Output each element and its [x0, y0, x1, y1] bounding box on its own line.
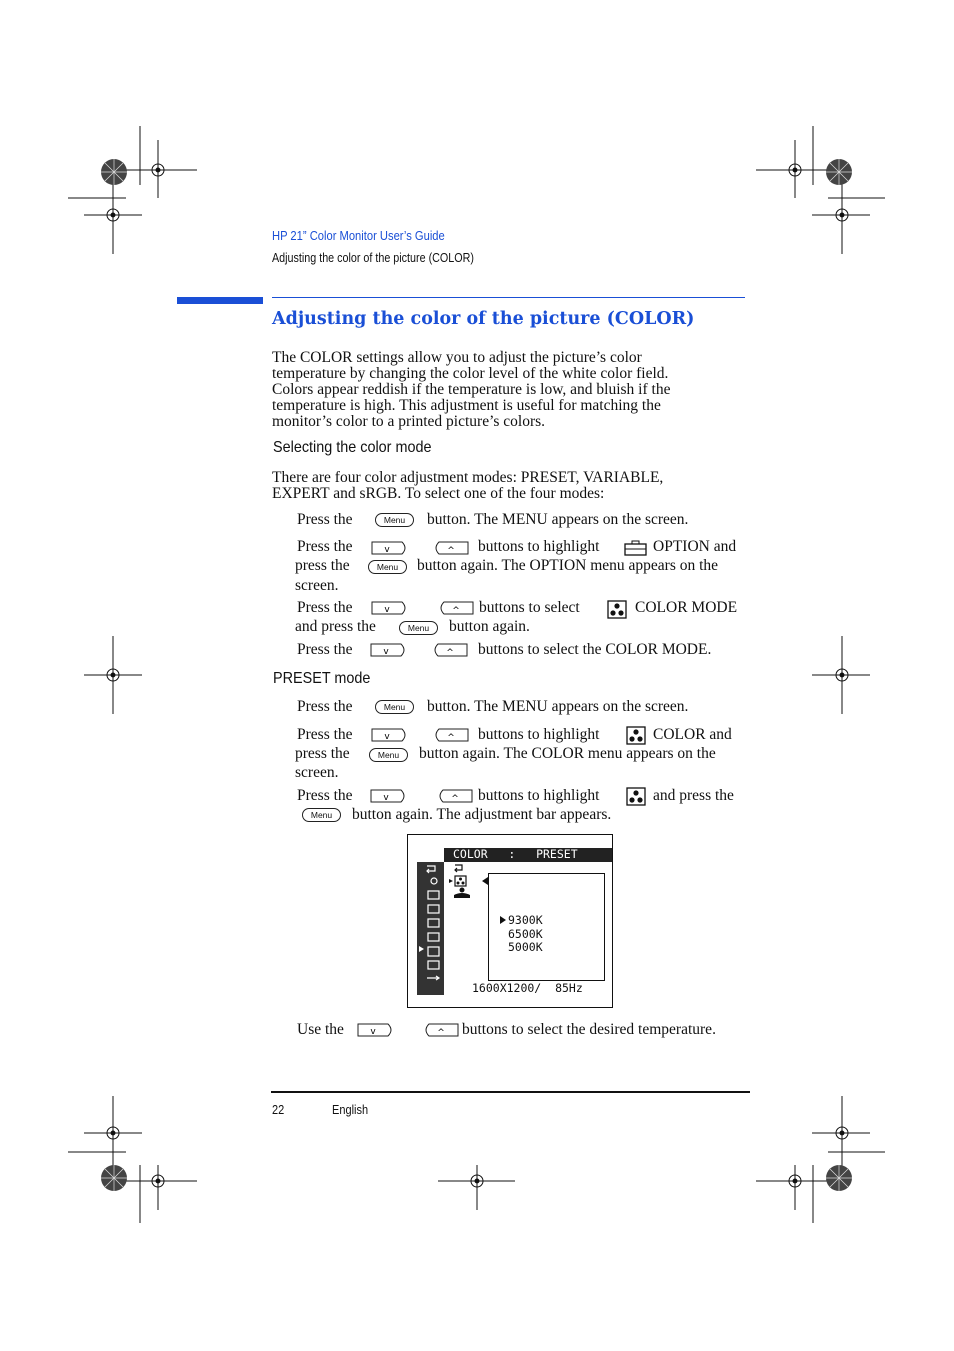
color-mode-icon: [607, 600, 627, 619]
heading-preset-mode: PRESET mode: [273, 670, 371, 687]
osd-resolution: 1600X1200/ 85Hz: [472, 981, 583, 995]
down-button-icon: [357, 1023, 395, 1037]
up-button-glyph: ^: [447, 546, 455, 555]
step-text: button again. The COLOR menu appears on the: [419, 745, 716, 762]
down-button-glyph: v: [383, 793, 389, 803]
page-title: Adjusting the color of the picture (COLOR): [272, 309, 695, 329]
osd-position-icon: [428, 905, 439, 913]
step-text: Press the: [297, 726, 353, 743]
step-text: OPTION and: [653, 538, 737, 555]
osd-sub-user-icon: [454, 888, 470, 899]
osd-title: COLOR : PRESET: [453, 847, 578, 861]
up-button-glyph: ^: [446, 648, 454, 657]
intro-paragraph: [272, 350, 670, 430]
down-button-icon: [370, 643, 408, 657]
step-text: Press the: [297, 698, 353, 715]
up-button-icon: [435, 789, 473, 803]
running-header-section: Adjusting the color of the picture (COLOR): [272, 251, 474, 265]
section-rule: [272, 297, 745, 298]
osd-selected-arrow-icon: [419, 946, 424, 952]
osd-brightness-icon: [431, 878, 437, 884]
selecting-line: There are four color adjustment modes: PRESET, VARIABLE,: [272, 469, 664, 486]
step-text: COLOR and: [653, 726, 732, 743]
step-text: Press the: [297, 538, 353, 555]
up-button-icon: [436, 601, 474, 615]
up-button-icon: [421, 1023, 459, 1037]
up-button-glyph: ^: [447, 733, 455, 742]
step-text: Press the: [297, 599, 353, 616]
osd-sidebar-icons: [417, 862, 447, 995]
up-button-glyph: ^: [451, 794, 459, 803]
osd-convergence-icon: [428, 933, 439, 941]
step-text: buttons to highlight: [478, 726, 600, 743]
intro-line: temperature is high. This adjustment is useful for matching the: [272, 397, 661, 414]
step-text: press the: [295, 745, 350, 762]
intro-line: The COLOR settings allow you to adjust the picture’s color: [272, 349, 642, 366]
toolbox-icon: [624, 540, 648, 556]
menu-button-icon: Menu: [399, 621, 438, 635]
step-text: button again. The OPTION menu appears on the: [417, 557, 719, 574]
footer-rule: [271, 1091, 750, 1093]
step-text: buttons to highlight: [478, 787, 600, 804]
down-button-icon: [371, 601, 409, 615]
step-text: and press the: [653, 787, 734, 804]
menu-button-icon: Menu: [375, 700, 414, 714]
footer-language: English: [332, 1103, 369, 1117]
step-text: COLOR MODE: [635, 599, 738, 616]
intro-line: temperature by changing the color level of the white color field.: [272, 365, 669, 382]
step-text: button again.: [449, 618, 530, 635]
osd-sub-arrow-icon: [449, 879, 453, 883]
step-text: button. The MENU appears on the screen.: [427, 698, 689, 715]
down-button-icon: [370, 789, 408, 803]
selecting-line: EXPERT and sRGB. To select one of the four modes:: [272, 485, 605, 502]
step-text: press the: [295, 557, 350, 574]
step-text: screen.: [295, 764, 339, 781]
osd-color-preset-screen: [407, 834, 613, 1008]
intro-line: Colors appear reddish if the temperature is low, and bluish if the: [272, 381, 671, 398]
step-text: Press the: [297, 511, 353, 528]
osd-option-icon: [428, 961, 439, 969]
step-text: Press the: [297, 787, 353, 804]
down-button-glyph: v: [384, 605, 390, 615]
osd-options-box: [488, 873, 605, 981]
intro-line: monitor’s color to a printed picture’s colors.: [272, 413, 546, 430]
step-text: Press the: [297, 641, 353, 658]
osd-sub-return-icon: [455, 865, 462, 872]
down-button-glyph: v: [370, 1027, 376, 1037]
osd-return-icon: [427, 866, 435, 873]
page-number: 22: [272, 1103, 285, 1117]
up-button-glyph: ^: [437, 1028, 445, 1037]
menu-button-icon: Menu: [368, 560, 407, 574]
down-button-glyph: v: [384, 732, 390, 742]
osd-option-9300k: 9300K: [508, 913, 543, 927]
up-button-glyph: ^: [452, 606, 460, 615]
step-text: buttons to select the COLOR MODE.: [478, 641, 712, 658]
osd-option-5000k: 5000K: [508, 940, 543, 954]
step-text: Use the: [297, 1021, 344, 1038]
running-header-title: HP 21” Color Monitor User’s Guide: [272, 228, 445, 243]
down-button-glyph: v: [383, 647, 389, 657]
step-text: buttons to highlight: [478, 538, 600, 555]
menu-button-icon: Menu: [302, 808, 341, 822]
menu-button-icon: Menu: [375, 513, 414, 527]
osd-color-icon: [428, 947, 439, 956]
up-button-icon: [431, 728, 469, 742]
selecting-paragraph: [272, 470, 663, 502]
menu-button-icon: Menu: [369, 748, 408, 762]
step-text: buttons to select: [479, 599, 580, 616]
down-button-icon: [371, 728, 409, 742]
osd-option-6500k: 6500K: [508, 927, 543, 941]
step-text: button again. The adjustment bar appears.: [352, 806, 612, 823]
osd-size-icon: [428, 891, 439, 899]
section-marker-bar: [177, 297, 263, 304]
down-button-glyph: v: [384, 545, 390, 555]
up-button-icon: [430, 643, 468, 657]
up-button-icon: [431, 541, 469, 555]
heading-selecting-color-mode: Selecting the color mode: [273, 439, 432, 456]
osd-exit-icon: [427, 976, 439, 980]
down-button-icon: [371, 541, 409, 555]
color-icon: [626, 726, 646, 745]
step-text: and press the: [295, 618, 376, 635]
step-text: screen.: [295, 577, 339, 594]
osd-geometry-icon: [428, 919, 439, 927]
preset-icon: [626, 787, 646, 806]
step-text: button. The MENU appears on the screen.: [427, 511, 689, 528]
step-text: buttons to select the desired temperature.: [462, 1021, 716, 1038]
osd-option-selected-icon: [499, 915, 507, 925]
